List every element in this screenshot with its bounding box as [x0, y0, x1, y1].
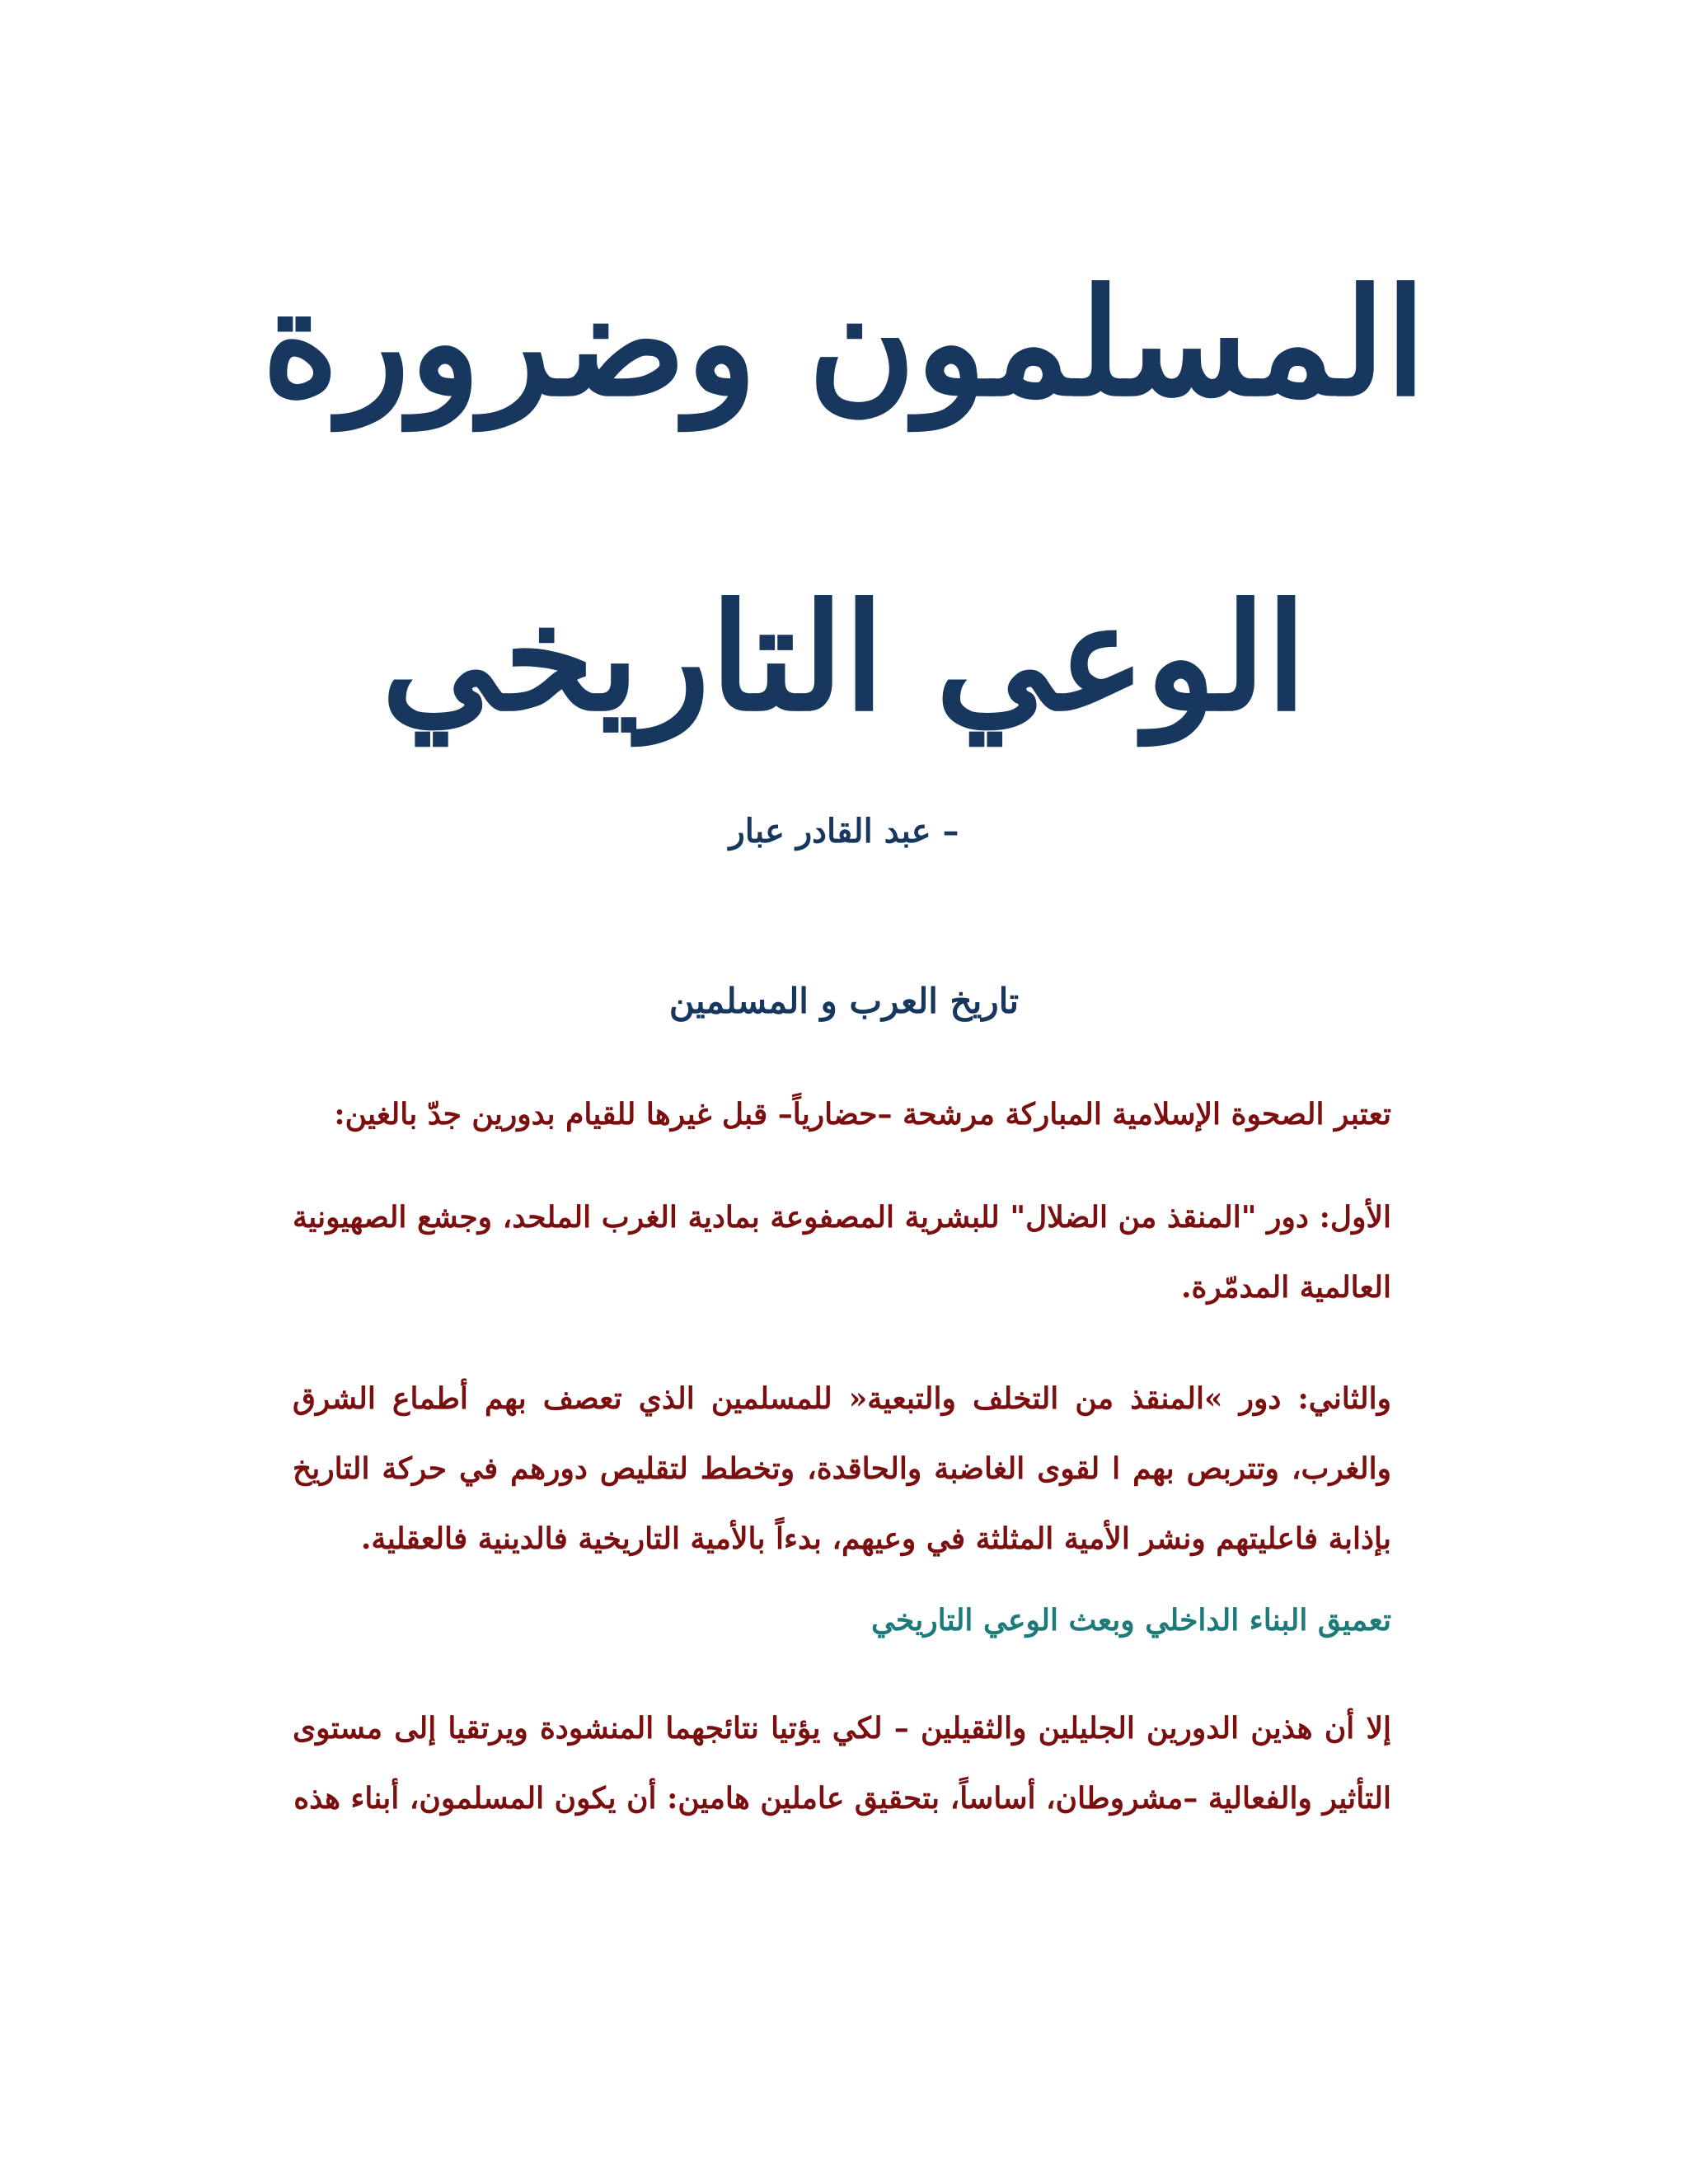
- author-byline: – عبد القادر عبار: [729, 812, 959, 851]
- document-title-line-1: المسلمون وضرورة: [261, 256, 1427, 429]
- section-paragraph: إلا أن هذين الدورين الجليلين والثقيلين – لكي يؤتيا نتائجهما المنشودة ويرتقيا إلى مستوى التأثير والفعالية –مشروطان، أساساً، بتحقيق عاملين هامين: أن يكون المسلمون، أبناء هذه: [293, 1711, 1391, 1816]
- body-paragraph-second-role: والثاني: دور »المنقذ من التخلف والتبعية« للمسلمين الذي تعصف بهم أطماع الشرق والغرب، وتتربص بهم ا لقوى الغاضبة والحاقدة، وتخطط لتقليص دورهم في حركة التاريخ بإذابة فاعليتهم ونشر الأمية المثلثة في وعيهم، بدءاً بالأمية التاريخية فالدينية فالعقلية.: [293, 1381, 1391, 1556]
- body-paragraph-first-role: الأول: دور "المنقذ من الضلال" للبشرية المصفوعة بمادية الغرب الملحد، وجشع الصهيونية العالمية المدمّرة.: [293, 1200, 1391, 1305]
- body-paragraph-intro: تعتبر الصحوة الإسلامية المباركة مرشحة –حضارياً– قبل غيرها للقيام بدورين جدّ بالغين:: [334, 1097, 1391, 1132]
- section-heading: تعميق البناء الداخلي وبعث الوعي التاريخي: [870, 1603, 1391, 1638]
- category-label: تاريخ العرب و المسلمين: [668, 981, 1020, 1021]
- document-title-line-2: الوعي التاريخي: [381, 571, 1307, 743]
